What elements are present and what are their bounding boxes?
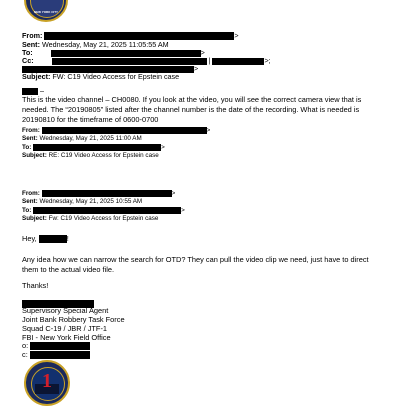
signature-office: FBI - New York Field Office (22, 333, 111, 342)
bracket: >; (264, 56, 271, 65)
from-label: From: (22, 31, 43, 40)
bracket: > (181, 207, 185, 215)
subject-label: Subject: (22, 152, 47, 159)
greeting: Hey, (22, 234, 37, 243)
bracket: > (171, 190, 176, 198)
subject-label: Subject: (22, 215, 47, 222)
cc-label: Cc: (22, 56, 34, 65)
sent-date: Wednesday, May 21, 2025 10:55 AM (39, 198, 143, 205)
task-force-seal-bottom (24, 360, 70, 406)
to-label: To: (22, 144, 32, 152)
cell-phone-label: c: (22, 350, 28, 359)
seal-number: 1 (42, 370, 52, 392)
greeting-dash: – (40, 86, 44, 95)
subject-text: RE: C19 Video Access for Epstein case (48, 152, 159, 159)
bracket: > (206, 127, 211, 135)
seal-top-text: NEW YORK CITY (33, 10, 59, 14)
redaction (44, 32, 234, 40)
subject-text: Fw: C19 Video Access for Epstein case (48, 215, 159, 222)
sent-date: Wednesday, May 21, 2025 11:00 AM (39, 135, 142, 142)
bracket: > (200, 48, 205, 57)
agency-seal-top (24, 0, 68, 22)
email1-body: This is the video channel – CH0080. If you look at the video, you will see the correct camera view that is needed. The “20190805” listed after the channel number is the date of the recording. What is needed is 20190810 for the timeframe of 0600-0700 (22, 95, 362, 124)
email3-body: Any idea how we can narrow the search for OTD? They can pull the video clip we need, just have to direct them to the actual video file. (22, 255, 369, 274)
from-label: From: (22, 127, 40, 135)
redaction (30, 342, 90, 350)
sent-label: Sent: (22, 135, 38, 142)
redaction (33, 144, 161, 151)
to-label: To: (22, 207, 32, 215)
bracket: > (194, 64, 199, 73)
redaction (22, 88, 38, 95)
bracket: > (161, 144, 165, 152)
bracket: > (234, 31, 239, 40)
redaction (212, 58, 264, 65)
thanks: Thanks! (22, 281, 49, 290)
redaction (51, 50, 201, 57)
redaction (33, 207, 181, 214)
redaction (30, 351, 90, 359)
from-label: From: (22, 190, 40, 198)
sent-label: Sent: (22, 40, 40, 49)
office-phone-label: o: (22, 341, 29, 350)
redaction (42, 190, 172, 197)
signature-squad: Squad C-19 / JBR / JTF-1 (22, 324, 108, 333)
signature-unit: Joint Bank Robbery Task Force (22, 315, 125, 324)
sent-label: Sent: (22, 198, 38, 205)
redaction (42, 127, 207, 134)
bracket: | (208, 56, 211, 65)
greeting-end: ! (66, 234, 69, 243)
to-label: To: (22, 48, 33, 57)
subject-text: FW: C19 Video Access for Epstein case (52, 72, 180, 81)
sent-date: Wednesday, May 21, 2025 11:05:55 AM (41, 40, 169, 49)
signature-title: Supervisory Special Agent (22, 306, 109, 315)
redaction (52, 58, 207, 65)
redaction (39, 235, 67, 243)
subject-label: Subject: (22, 72, 51, 81)
